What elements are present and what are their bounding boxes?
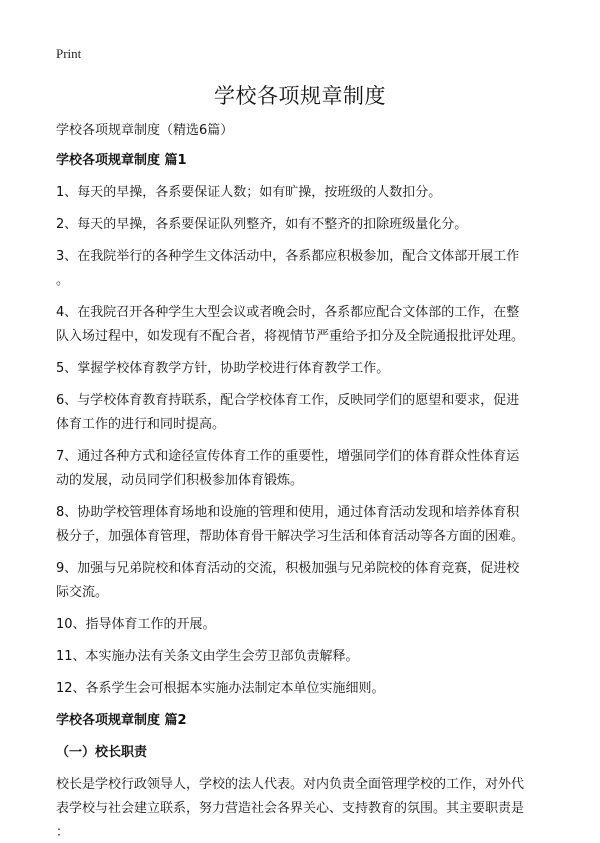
paragraph-line: ： [56,825,70,840]
list-item-text: 体育工作的进行和同时提高。 [56,417,226,432]
document-subtitle: 学校各项规章制度（精选6篇） [56,123,234,138]
list-item-text: 极分子，加强体育管理，帮助体育骨干解决学习生活和体育活动等各方面的困难。 [56,529,525,544]
document-title: 学校各项规章制度 [214,84,386,108]
list-item-text: 9、加强与兄弟院校和体育活动的交流，积极加强与兄弟院校的体育竞赛，促进校 [56,561,520,576]
list-item-text: 2、每天的早操，各系要保证队列整齐，如有不整齐的扣除班级量化分。 [56,217,468,232]
list-item [56,391,548,435]
list-item [56,215,548,235]
paragraph-line: 校长是学校行政领导人，学校的法人代表。对内负责全面管理学校的工作，对外代 [56,777,525,792]
list-item [56,503,548,547]
list-item [56,303,548,347]
list-item [56,615,548,635]
print-label: Print [56,46,82,61]
list-item [56,447,548,491]
list-item-text: 4、在我院召开各种学生大型会议或者晚会时，各系都应配合文体部的工作，在整 [56,305,520,320]
list-item-text: 3、在我院举行的各种学生文体活动中，各系都应积极参加，配合文体部开展工作 [56,249,520,264]
list-item [56,183,548,203]
list-item-text: 12、各系学生会可根据本实施办法制定本单位实施细则。 [56,681,385,696]
list-item [56,559,548,603]
list-item-text: 10、指导体育工作的开展。 [56,617,216,632]
list-item-text: 11、本实施办法有关条文由学生会劳卫部负责解释。 [56,649,359,664]
list-item-text: 动的发展，动员同学们积极参加体育锻炼。 [56,473,304,488]
list-item-text: 8、协助学校管理体育场地和设施的管理和使用，通过体育活动发现和培养体育积 [56,505,520,520]
list-item [56,679,548,699]
section-2-paragraph [56,775,548,843]
list-item [56,647,548,667]
section-1-items [56,183,548,699]
list-item-text: 队入场过程中，如发现有不配合者，将视情节严重给予扣分及全院通报批评处理。 [56,329,525,344]
paragraph-line: 表学校与社会建立联系，努力营造社会各界关心、支持教育的氛围。其主要职责是 [56,801,525,816]
list-item-text: 1、每天的早操，各系要保证人数；如有旷操，按班级的人数扣分。 [56,185,442,200]
section-1-heading: 学校各项规章制度 篇1 [56,153,187,168]
document-body [56,121,548,843]
list-item-text: 5、掌握学校体育教学方针，协助学校进行体育教学工作。 [56,361,390,376]
list-item [56,359,548,379]
section-2-subheading: （一）校长职责 [56,745,148,760]
section-2-heading: 学校各项规章制度 篇2 [56,713,187,728]
list-item-text: 。 [56,273,70,288]
list-item [56,247,548,291]
list-item-text: 际交流。 [56,585,109,600]
list-item-text: 7、通过各种方式和途径宣传体育工作的重要性，增强同学们的体育群众性体育运 [56,449,520,464]
list-item-text: 6、与学校体育教育持联系，配合学校体育工作，反映同学们的愿望和要求，促进 [56,393,520,408]
